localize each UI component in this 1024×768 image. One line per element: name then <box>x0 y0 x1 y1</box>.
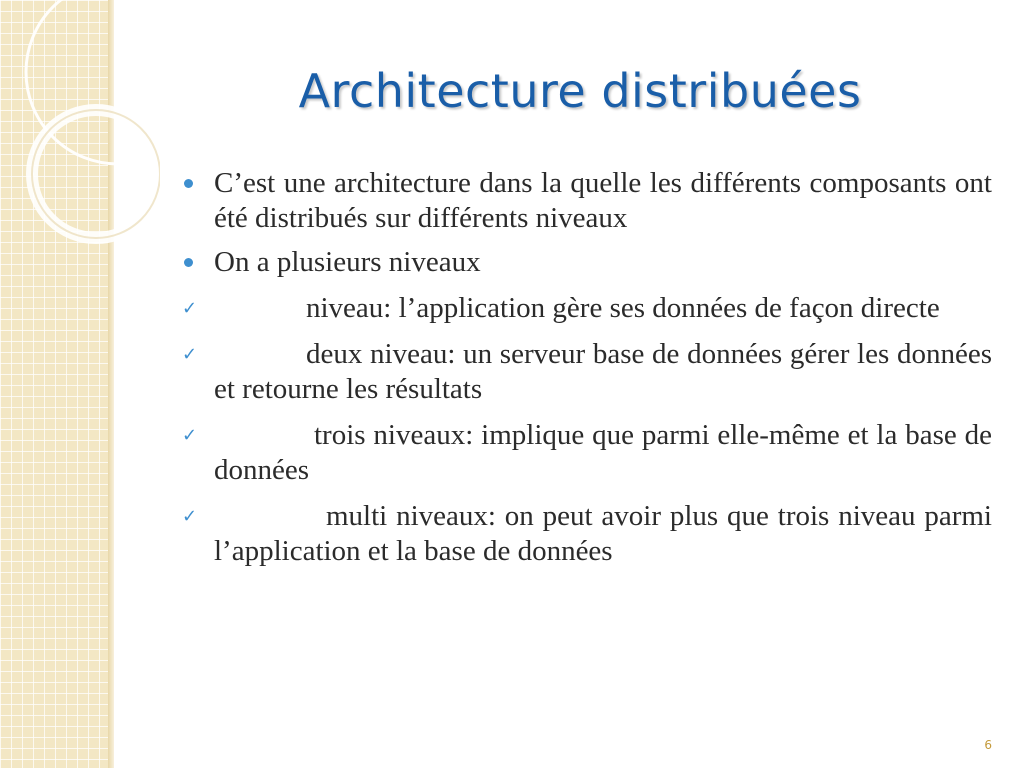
dot-bullet-icon <box>184 258 193 267</box>
check-item <box>178 337 992 407</box>
checkmark-icon: ✓ <box>182 425 198 446</box>
check-text: deux niveau: un serveur base de données gérer les données et retourne les résultats <box>214 338 992 405</box>
check-item <box>178 418 992 488</box>
check-item <box>178 291 992 326</box>
page-number: 6 <box>984 738 992 752</box>
bullet-text: On a plusieurs niveaux <box>214 246 481 278</box>
check-text: niveau: l’application gère ses données de façon directe <box>306 292 940 324</box>
checkmark-icon: ✓ <box>182 298 198 319</box>
slide-title: Architecture distribuées <box>298 64 862 118</box>
slide-content <box>178 166 992 580</box>
dot-bullet-icon <box>184 179 193 188</box>
checkmark-icon: ✓ <box>182 344 198 365</box>
check-item <box>178 499 992 569</box>
bullet-item <box>178 245 992 280</box>
decorative-rings <box>0 0 160 260</box>
thick-ring-shadow <box>32 110 160 238</box>
check-text: multi niveaux: on peut avoir plus que trois niveau parmi l’application et la base de données <box>214 500 992 567</box>
checkmark-icon: ✓ <box>182 506 198 527</box>
check-text: trois niveaux: implique que parmi elle-même et la base de données <box>214 419 992 486</box>
bullet-item <box>178 166 992 236</box>
bullet-text: C’est une architecture dans la quelle les différents composants ont été distribués sur différents niveaux <box>214 167 992 234</box>
